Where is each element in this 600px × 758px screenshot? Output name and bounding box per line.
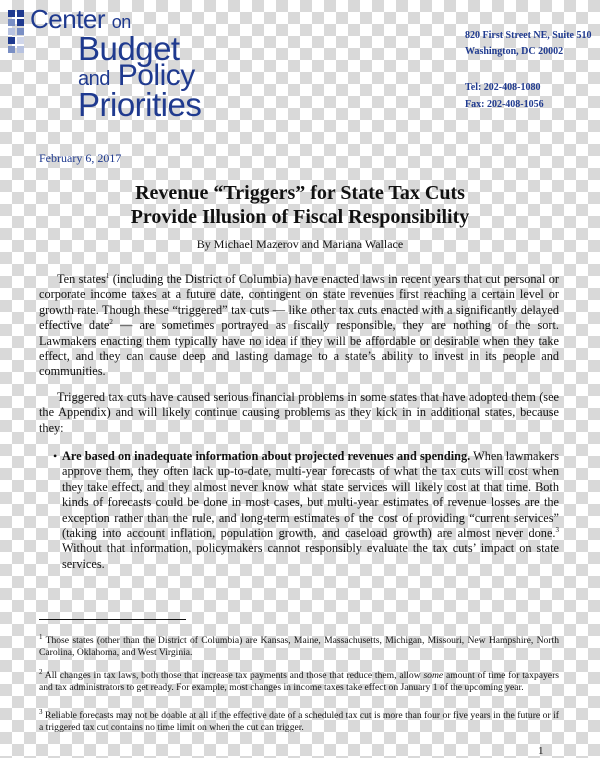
- paragraph-1: [39, 272, 559, 380]
- logo-square: [17, 37, 24, 44]
- footnote-2-text-a: All changes in tax laws, both those that increase tax payments and those that reduce them, allow: [42, 670, 424, 681]
- bullet-item-1-text: [62, 449, 559, 572]
- address-street: 820 First Street NE, Suite 510: [465, 30, 592, 41]
- bullet-item-1-body-b: Without that information, policymakers cannot responsibly evaluate the tax cuts’ impact on state services.: [62, 541, 559, 571]
- logo-squares: [8, 10, 26, 55]
- document-title-line2: Provide Illusion of Fiscal Responsibility: [130, 206, 470, 228]
- logo-square: [17, 10, 24, 17]
- logo-word-on: on: [111, 12, 131, 32]
- bullet-dot-icon: •: [53, 449, 58, 463]
- document-date: February 6, 2017: [39, 151, 122, 165]
- footnote-1-text: Those states (other than the District of Columbia) are Kansas, Maine, Massachusetts, Michigan, Missouri, New Hampshire, North Carolina, Oklahoma, and West Virginia.: [39, 635, 559, 659]
- logo-line-budget: Budget: [78, 30, 180, 67]
- footnote-2-text-b: amount of time for taxpayers and tax administrators to get ready. For example, most changes in income taxes take effect on January 1 of the upcoming year.: [39, 670, 559, 694]
- footnote-3-number: 3: [39, 707, 43, 716]
- logo-square: [17, 46, 24, 53]
- address-fax: Fax: 202-408-1056: [465, 99, 544, 110]
- footnote-2: [39, 667, 559, 695]
- footnote-3-text: Reliable forecasts may not be doable at all if the effective date of a scheduled tax cut is more than four or five years in the future or if a triggered tax cut contains no time limit on when the cut can trigger.: [39, 710, 559, 734]
- logo-word-center: Center: [30, 4, 106, 34]
- footnote-ref-2[interactable]: 2: [109, 318, 113, 327]
- address-tel: Tel: 202-408-1080: [465, 82, 541, 93]
- logo-square: [8, 10, 15, 17]
- bullet-item-1-body-a: When lawmakers approve them, they often lack up-to-date, multi-year forecasts of what the tax cuts will cost when they take effect, and they almost never know what state services will likely cost at that time. Both kinds of forecasts could be done in most cases, but multi-year estimates of revenue losses are the exception rather than the rule, and long-term estimates of the cost of providing “current services” (taking into account inflation, population growth, and caseload growth) are almost never done.: [62, 449, 559, 541]
- footnote-ref-3[interactable]: 3: [555, 525, 559, 534]
- paragraph-1-text-a: Ten states: [57, 272, 106, 286]
- logo-square: [8, 37, 15, 44]
- footnote-ref-1[interactable]: 1: [105, 271, 110, 280]
- footnote-divider: [39, 619, 186, 620]
- paragraph-2-text: Triggered tax cuts have caused serious financial problems in some states that have adopted them (see the Appendix) and will likely continue causing problems as they kick in in additional states, because they:: [39, 390, 559, 435]
- logo-square: [8, 28, 15, 35]
- byline: By Michael Mazerov and Mariana Wallace: [196, 237, 404, 251]
- footnote-1-number: 1: [39, 632, 43, 641]
- logo-square: [8, 46, 15, 53]
- document-title-line1: Revenue “Triggers” for State Tax Cuts: [135, 182, 465, 204]
- paragraph-1-text-c: — are sometimes portrayed as fiscally responsible, they are nothing of the sort. Lawmakers enacting them typically have no idea if they will be affordable or desirable when they take effect, and they can cause deep and lasting damage to a state’s ability to invest in its people and communities.: [39, 318, 559, 379]
- footnote-3: [39, 707, 559, 735]
- address-city: Washington, DC 20002: [465, 46, 564, 57]
- logo-square: [8, 19, 15, 26]
- footnote-2-number: 2: [39, 667, 43, 676]
- cbpp-logo: [8, 4, 208, 123]
- logo-word-policy: Policy: [117, 59, 195, 92]
- footnote-1: [39, 632, 559, 660]
- page-number: 1: [538, 745, 544, 757]
- footnote-2-emphasis: some: [423, 670, 444, 681]
- paragraph-1-text-b: (including the District of Columbia) have enacted laws in recent years that cut personal or corporate income taxes at a future date, contingent on state revenues first reaching a certain level or growth rate. Though these “triggered” tax cuts — like other tax cuts enacted with a significantly delayed effective date: [39, 272, 559, 333]
- logo-line-priorities: Priorities: [78, 86, 202, 123]
- bullet-item-1: [53, 449, 559, 572]
- bullet-item-1-lead: Are based on inadequate information about projected revenues and spending.: [62, 449, 471, 463]
- logo-word-and: and: [78, 68, 110, 90]
- paragraph-2: [39, 390, 559, 436]
- logo-square: [17, 28, 24, 35]
- logo-square: [17, 19, 24, 26]
